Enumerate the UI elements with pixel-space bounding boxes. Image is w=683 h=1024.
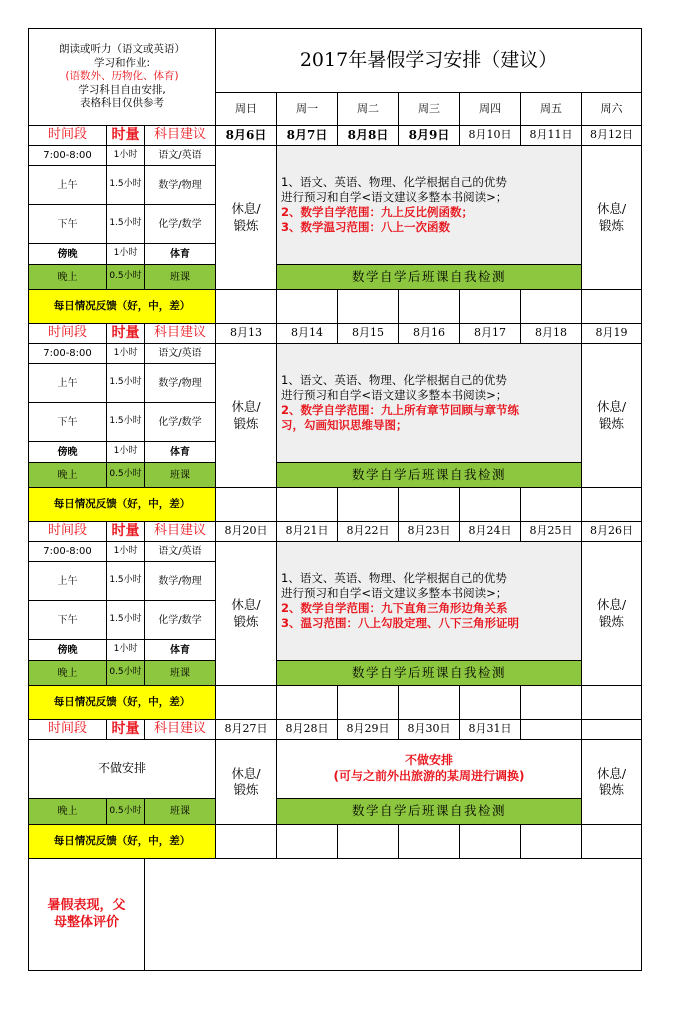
rest-cell (216, 542, 277, 686)
date-cell: 8月24日 (460, 522, 521, 542)
slot-subject: 数学/物理 (145, 364, 216, 403)
study-plan (277, 146, 582, 265)
feedback-cell[interactable] (338, 290, 399, 324)
date-cell: 8月10日 (460, 126, 521, 146)
slot-duration: 1.5小时 (107, 601, 145, 640)
slot-subject: 化学/数学 (145, 601, 216, 640)
self-check-bar: 数学自学后班课自我检测 (277, 799, 582, 825)
period-header: 时间段 (29, 324, 107, 344)
self-check-bar: 数学自学后班课自我检测 (277, 265, 582, 290)
rest-label: 休息/ 锻炼 (596, 399, 627, 431)
date-cell: 8月16 (399, 324, 460, 344)
date-cell: 8月25日 (521, 522, 582, 542)
rest-label: 休息/ 锻炼 (596, 201, 627, 233)
info-line-4: 学习科目自由安排, (78, 83, 166, 96)
feedback-cell[interactable] (582, 488, 642, 522)
period-header: 时间段 (29, 720, 107, 740)
feedback-cell[interactable] (460, 488, 521, 522)
schedule-table (28, 28, 642, 971)
date-cell: 8月13 (216, 324, 277, 344)
info-line-1: 朗读或听力（语文或英语） (59, 42, 185, 55)
rest-cell (216, 146, 277, 290)
no-plan-label: 不做安排 (29, 740, 216, 799)
feedback-cell[interactable] (399, 686, 460, 720)
slot-time: 7:00-8:00 (29, 542, 107, 562)
feedback-label: 每日情况反馈（好，中，差） (29, 825, 216, 859)
feedback-cell[interactable] (582, 686, 642, 720)
slot-duration: 1小时 (107, 244, 145, 265)
rest-cell (216, 344, 277, 488)
slot-duration: 1小时 (107, 344, 145, 364)
slot-subject: 数学/物理 (145, 562, 216, 601)
eval-line2: 母整体评价 (53, 914, 119, 930)
slot-time: 晚上 (29, 463, 107, 488)
slot-subject: 化学/数学 (145, 205, 216, 244)
slot-subject: 化学/数学 (145, 403, 216, 442)
feedback-cell[interactable] (277, 290, 338, 324)
self-check-bar: 数学自学后班课自我检测 (277, 463, 582, 488)
feedback-cell[interactable] (521, 488, 582, 522)
study-plan (277, 344, 582, 463)
plan-line: 1、语文、英语、物理、化学根据自己的优势 (281, 175, 507, 190)
subject-header: 科目建议 (145, 720, 216, 740)
plan-line: 2、数学自学范围：九下直角三角形边角关系 (281, 601, 508, 615)
date-cell: 8月17 (460, 324, 521, 344)
info-line-2: 学习和作业: (93, 56, 151, 69)
empty-date-cell (521, 720, 582, 740)
slot-time: 7:00-8:00 (29, 344, 107, 364)
slot-subject: 语文/英语 (145, 146, 216, 166)
feedback-cell[interactable] (582, 290, 642, 324)
feedback-cell[interactable] (521, 825, 582, 859)
subject-header: 科目建议 (145, 126, 216, 146)
rest-cell (582, 146, 642, 290)
feedback-cell[interactable] (216, 825, 277, 859)
feedback-cell[interactable] (399, 290, 460, 324)
date-cell: 8月21日 (277, 522, 338, 542)
date-cell: 8月30日 (399, 720, 460, 740)
feedback-cell[interactable] (521, 686, 582, 720)
weekday-sat: 周六 (582, 93, 642, 126)
slot-subject: 语文/英语 (145, 542, 216, 562)
plan-line: 3、数学温习范围：八上一次函数 (281, 219, 451, 234)
rest-label: 休息/ 锻炼 (596, 597, 627, 629)
slot-time: 下午 (29, 601, 107, 640)
slot-duration: 1.5小时 (107, 403, 145, 442)
date-cell: 8月9日 (399, 126, 460, 146)
slot-time: 下午 (29, 403, 107, 442)
no-plan-note (277, 740, 582, 799)
slot-time: 上午 (29, 364, 107, 403)
date-cell: 8月27日 (216, 720, 277, 740)
period-header: 时间段 (29, 126, 107, 146)
slot-subject: 体育 (145, 244, 216, 265)
slot-time: 晚上 (29, 661, 107, 686)
feedback-cell[interactable] (460, 290, 521, 324)
date-cell: 8月28日 (277, 720, 338, 740)
slot-subject: 班课 (145, 265, 216, 290)
feedback-cell[interactable] (582, 825, 642, 859)
feedback-cell[interactable] (216, 290, 277, 324)
rest-label: 休息/ 锻炼 (231, 201, 261, 233)
slot-time: 7:00-8:00 (29, 146, 107, 166)
date-cell: 8月6日 (216, 126, 277, 146)
feedback-cell[interactable] (460, 686, 521, 720)
no-plan-note-line1: 不做安排 (405, 753, 454, 768)
feedback-cell[interactable] (399, 488, 460, 522)
eval-line1: 暑假表现，父 (47, 897, 126, 913)
date-cell: 8月29日 (338, 720, 399, 740)
plan-line: 习，勾画知识思维导图； (281, 417, 408, 432)
instructions-cell (29, 29, 216, 126)
subject-header: 科目建议 (145, 324, 216, 344)
parent-evaluation-field[interactable] (145, 859, 642, 971)
info-line-3: (语数外、历物化、体育) (65, 70, 179, 83)
date-cell: 8月14 (277, 324, 338, 344)
slot-subject: 班课 (145, 463, 216, 488)
study-plan (277, 542, 582, 661)
no-plan-note-line2: (可与之前外出旅游的某周进行调换) (333, 769, 525, 783)
slot-time: 傍晚 (29, 640, 107, 661)
feedback-cell[interactable] (277, 686, 338, 720)
slot-time: 傍晚 (29, 244, 107, 265)
slot-subject: 班课 (145, 799, 216, 825)
plan-line: 3、温习范围：八上勾股定理、八下三角形证明 (281, 615, 520, 630)
slot-time: 下午 (29, 205, 107, 244)
rest-label: 休息/ 锻炼 (596, 765, 627, 797)
feedback-cell[interactable] (521, 290, 582, 324)
rest-label: 休息/ 锻炼 (231, 765, 261, 797)
slot-duration: 1.5小时 (107, 364, 145, 403)
slot-time: 傍晚 (29, 442, 107, 463)
date-cell: 8月11日 (521, 126, 582, 146)
plan-line: 进行预习和自学<语文建议多整本书阅读>； (281, 190, 508, 205)
plan-line: 2、数学自学范围：九上反比例函数； (281, 205, 474, 219)
feedback-label: 每日情况反馈（好，中，差） (29, 290, 216, 324)
subject-header: 科目建议 (145, 522, 216, 542)
slot-duration: 1.5小时 (107, 205, 145, 244)
plan-line: 进行预习和自学<语文建议多整本书阅读>； (281, 586, 508, 601)
date-cell: 8月20日 (216, 522, 277, 542)
duration-header: 时量 (107, 522, 145, 542)
rest-label: 休息/ 锻炼 (231, 597, 261, 629)
empty-date-cell (582, 720, 642, 740)
feedback-cell[interactable] (338, 488, 399, 522)
slot-duration: 1小时 (107, 442, 145, 463)
slot-time: 上午 (29, 562, 107, 601)
slot-time: 上午 (29, 166, 107, 205)
slot-duration: 1小时 (107, 542, 145, 562)
date-cell: 8月31日 (460, 720, 521, 740)
slot-duration: 1小时 (107, 640, 145, 661)
slot-duration: 1小时 (107, 146, 145, 166)
weekday-fri: 周五 (521, 93, 582, 126)
slot-duration: 0.5小时 (107, 265, 145, 290)
feedback-label: 每日情况反馈（好，中，差） (29, 488, 216, 522)
date-cell: 8月23日 (399, 522, 460, 542)
date-cell: 8月12日 (582, 126, 642, 146)
feedback-cell[interactable] (277, 488, 338, 522)
page-title: 2017年暑假学习安排（建议） (216, 29, 642, 93)
rest-label: 休息/ 锻炼 (231, 399, 261, 431)
plan-line: 2、数学自学范围：九上所有章节回顾与章节练 (281, 403, 520, 417)
feedback-cell[interactable] (338, 825, 399, 859)
plan-line: 1、语文、英语、物理、化学根据自己的优势 (281, 571, 507, 586)
self-check-bar: 数学自学后班课自我检测 (277, 661, 582, 686)
date-cell: 8月22日 (338, 522, 399, 542)
rest-cell (582, 740, 642, 825)
slot-duration: 1.5小时 (107, 166, 145, 205)
plan-line: 1、语文、英语、物理、化学根据自己的优势 (281, 373, 507, 388)
rest-cell (216, 740, 277, 825)
duration-header: 时量 (107, 126, 145, 146)
date-cell: 8月26日 (582, 522, 642, 542)
slot-subject: 语文/英语 (145, 344, 216, 364)
weekday-wed: 周三 (399, 93, 460, 126)
slot-duration: 1.5小时 (107, 562, 145, 601)
parent-evaluation-label (29, 859, 145, 971)
feedback-label: 每日情况反馈（好，中，差） (29, 686, 216, 720)
slot-subject: 体育 (145, 640, 216, 661)
period-header: 时间段 (29, 522, 107, 542)
slot-duration: 0.5小时 (107, 463, 145, 488)
feedback-cell[interactable] (216, 686, 277, 720)
feedback-cell[interactable] (277, 825, 338, 859)
plan-line: 进行预习和自学<语文建议多整本书阅读>； (281, 388, 508, 403)
date-cell: 8月15 (338, 324, 399, 344)
date-cell: 8月19 (582, 324, 642, 344)
feedback-cell[interactable] (399, 825, 460, 859)
feedback-cell[interactable] (338, 686, 399, 720)
weekday-thu: 周四 (460, 93, 521, 126)
slot-subject: 班课 (145, 661, 216, 686)
slot-duration: 0.5小时 (107, 799, 145, 825)
rest-cell (582, 542, 642, 686)
rest-cell (582, 344, 642, 488)
slot-duration: 0.5小时 (107, 661, 145, 686)
weekday-mon: 周一 (277, 93, 338, 126)
slot-time: 晚上 (29, 799, 107, 825)
info-line-5: 表格科目仅供参考 (80, 97, 164, 110)
date-cell: 8月8日 (338, 126, 399, 146)
slot-subject: 数学/物理 (145, 166, 216, 205)
duration-header: 时量 (107, 324, 145, 344)
feedback-cell[interactable] (216, 488, 277, 522)
slot-time: 晚上 (29, 265, 107, 290)
weekday-tue: 周二 (338, 93, 399, 126)
date-cell: 8月18 (521, 324, 582, 344)
duration-header: 时量 (107, 720, 145, 740)
weekday-sun: 周日 (216, 93, 277, 126)
date-cell: 8月7日 (277, 126, 338, 146)
feedback-cell[interactable] (460, 825, 521, 859)
slot-subject: 体育 (145, 442, 216, 463)
